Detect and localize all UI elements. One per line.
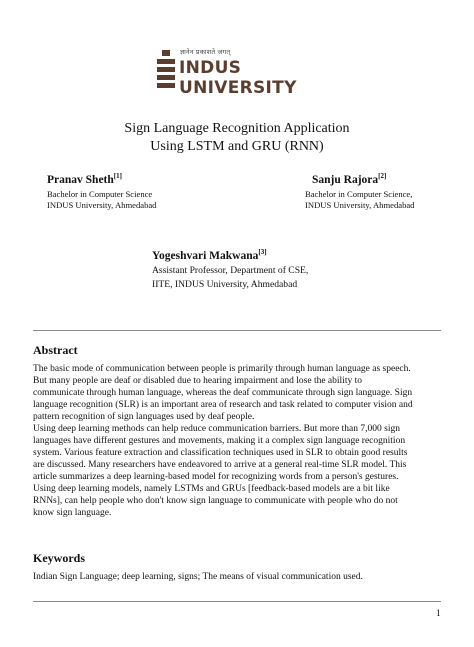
keywords-heading: Keywords	[33, 551, 85, 565]
author-1-ref: [1]	[113, 172, 122, 181]
abstract-line: communicate through human language, whereas the deaf communicate through sign language. Sign	[33, 388, 413, 398]
section-divider-top	[33, 330, 441, 331]
abstract-line: are discussed. Many researchers have endeavored to arrive at a general real-time SLR model. This	[33, 460, 407, 470]
indus-emblem-icon	[157, 50, 175, 94]
logo-line2: UNIVERSITY	[179, 78, 297, 98]
abstract-line: languages have different gestures and movements, making it a complex sign language recognition	[33, 436, 406, 446]
abstract-heading: Abstract	[33, 343, 78, 357]
author-1-degree: Bachelor in Computer Science	[47, 189, 153, 199]
abstract-line: article summarizes a deep learning-based model for recognizing words from a person's gestures.	[33, 472, 399, 482]
abstract-body	[33, 363, 445, 519]
author-2-name: Sanju Rajora[2]	[312, 172, 387, 186]
author-2-affiliation: INDUS University, Ahmedabad	[305, 200, 415, 210]
university-logo	[157, 46, 297, 108]
author-3-position: Assistant Professor, Department of CSE,	[152, 265, 309, 276]
keywords-text: Indian Sign Language; deep learning, signs; The means of visual communication used.	[33, 572, 363, 582]
abstract-line: Using deep learning methods can help reduce communication barriers. But more than 7,000 sign	[33, 424, 400, 434]
author-1-name: Pranav Sheth[1]	[47, 172, 122, 186]
abstract-line: RNNs], can help people who don't know sign language to communicate with people who do not	[33, 496, 398, 506]
abstract-line: pattern recognition of sign languages used by deaf people.	[33, 412, 255, 422]
logo-line1: INDUS	[179, 58, 242, 78]
paper-title-line2: Using LSTM and GRU (RNN)	[150, 139, 324, 154]
author-2-degree: Bachelor in Computer Science,	[305, 189, 413, 199]
logo-motto: ज्ञानेन प्रकाशते जगत्	[180, 48, 231, 56]
author-2-ref: [2]	[378, 172, 387, 181]
abstract-line: system. Various feature extraction and classification techniques used in SLR to obtain good results	[33, 448, 408, 458]
author-3-name: Yogeshvari Makwana[3]	[152, 248, 267, 262]
abstract-line: The basic mode of communication between people is primarily through human language as speech.	[33, 364, 411, 374]
author-3-ref: [3]	[258, 248, 267, 257]
page-number: 1	[436, 609, 441, 619]
abstract-line: But many people are deaf or disabled due to hearing impairment and lose the ability to	[33, 376, 362, 386]
abstract-line: Using deep learning models, namely LSTMs and GRUs [feedback-based models are a bit like	[33, 484, 390, 494]
author-3-affiliation: IITE, INDUS University, Ahmedabad	[152, 279, 298, 290]
author-1-affiliation: INDUS University, Ahmedabad	[47, 200, 157, 210]
abstract-line: language recognition (SLR) is an important area of research and task related to computer vision and	[33, 400, 413, 410]
footer-divider	[33, 601, 441, 602]
abstract-line: know sign language.	[33, 508, 112, 518]
paper-title-line1: Sign Language Recognition Application	[124, 121, 350, 136]
